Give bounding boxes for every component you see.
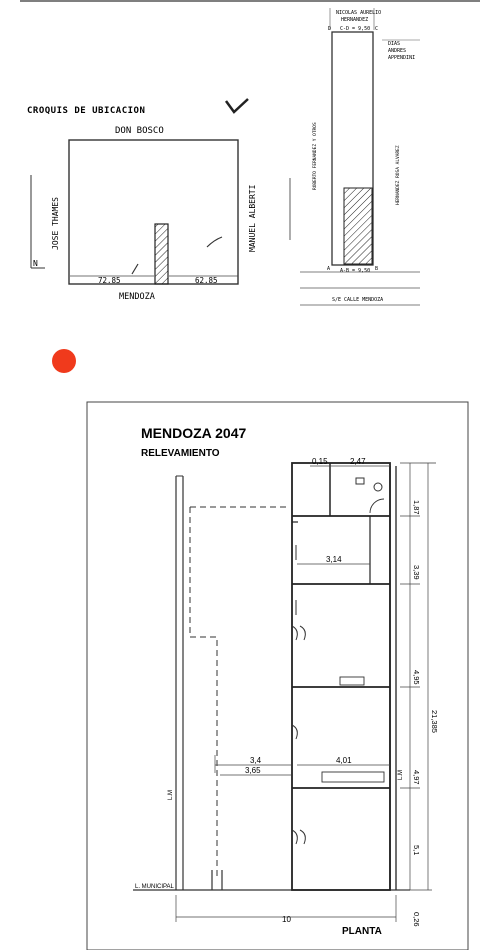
municipal-line-label: L. MUNICIPAL [135,884,174,890]
dim-yard-total: 3,65 [245,766,261,775]
dim-bath-width: 2,47 [350,457,366,466]
dim-total-width: 10 [282,915,291,924]
west-street-label: JOSE THAMES [51,197,60,250]
plan-frame [87,402,468,950]
red-marker-dot[interactable] [52,349,76,373]
lot-building-hatched [344,188,372,264]
lot-hatched [155,224,168,284]
lot-bottom-dim: A-B = 9,50 [340,268,371,274]
lot-right-vertical: HERNANDEZ ROSA ALVAREZ [396,145,401,205]
lot-top-label-2: HERNANDEZ [341,17,369,23]
corner-a: A [327,266,331,272]
sketch-title: CROQUIS DE UBICACION [27,106,146,116]
lot-left-vertical: ROBERTO FERNANDEZ Y OTROS [313,122,318,190]
lm-left: L.M [168,789,174,800]
lot-right-label-3: APPENDINI [388,55,416,61]
block-outline [69,140,238,284]
dim-front: 0,26 [412,912,421,927]
dim-left: 72.85 [98,276,121,285]
corner-c: C [375,26,379,32]
east-street-label: MANUEL ALBERTI [248,184,257,252]
dim-room2: 4,95 [412,670,421,685]
dim-bath-depth: 1,87 [412,500,421,515]
dim-room-width: 3,14 [326,555,342,564]
plan-subtitle: RELEVAMIENTO [141,448,220,459]
lm-right: L.M [398,769,404,780]
dim-room1: 3,39 [412,565,421,580]
lot-street-label: S/E CALLE MENDOZA [332,297,384,303]
plan-title: MENDOZA 2047 [141,425,247,441]
north-marker: N [33,259,38,268]
lot-right-label-1: DIAS [388,41,401,47]
plan-footer: PLANTA [342,926,382,937]
lot-top-label-1: NICOLAS AURELIO [336,10,382,16]
dim-room3: 4,97 [412,770,421,785]
checkmark-icon [226,99,248,112]
corner-b: B [375,266,379,272]
dim-room4: 5,1 [412,845,421,856]
south-street-label: MENDOZA [119,292,155,302]
dim-house-width: 4,01 [336,756,352,765]
lot-right-label-2: ANDRES [388,48,407,54]
dim-yard: 3,4 [250,756,262,765]
dim-total-depth: 21,385 [430,710,439,733]
lot-sketch [290,8,420,305]
lot-top-dim: C-D = 9,50 [340,26,371,32]
corner-d: D [328,26,332,32]
dim-wall: 0,15 [312,457,328,466]
dim-right: 62.85 [195,276,218,285]
floor-plan [87,402,468,950]
north-street-label: DON BOSCO [115,126,164,136]
location-sketch [27,99,257,302]
